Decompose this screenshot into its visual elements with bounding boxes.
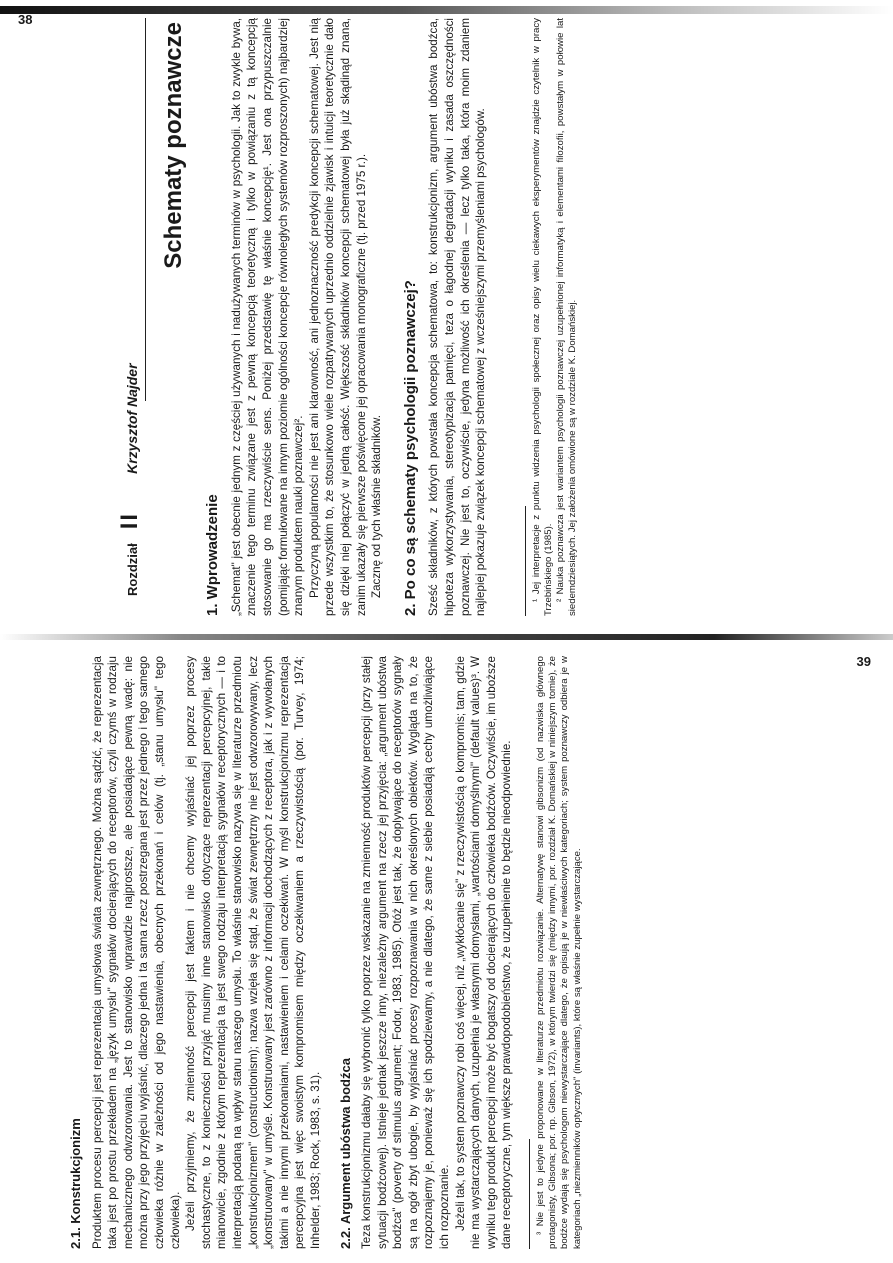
page-38-container [0, 0, 893, 630]
page-number-39: 39 [856, 654, 871, 669]
paragraph: Zacznę od tych właśnie składników. [370, 414, 384, 598]
paragraph: Sześć składników, z których powstała koncepcja schematowa, to: konstrukcjonizm, argument ubóstwa bodźca, hipoteza wykorzystywania, stereotypizacja pamięci, teza o łagodnej degradacji wyniku i zasada oszczędności poznawczej. Nie jest to, oczywiście, jedyna możliwość ich określenia — lecz tylko taka, która moim zdaniem najlepiej pokazuje związek koncepcji schematowej z wcześniejszymi przemyśleniami psychologów. [427, 18, 488, 616]
page-38 [0, 0, 893, 630]
footnote-rule [529, 1139, 530, 1249]
author-name: Krzysztof Najder [124, 363, 140, 474]
footnote: ² Nauka poznawcza jest wariantem psychologii poznawczej uzupełnionej informatyką i elementami filozofii, powstałym w połowie lat siedemdziesiątych. Jej założenia omówione są w rozdziale K. Domańskiej. [555, 18, 579, 616]
chapter-header [116, 18, 143, 596]
section-heading: 1. Wprowadzenie [204, 494, 222, 616]
footnote: ³ Nie jest to jedyne proponowane w literaturze przedmiotu rozwiązanie. Alternatywę stanowi gibsonizm (od nazwiska głównego protagonisty, Gibsona; por. np. Gibson, 1972), w którym twierdzi się (między innymi, por. rozdział K. Domańskiej w niniejszym tomie), że bodźce wydają się psychologom niewystarczające dlatego, że opisują je w niewłaściwych kategoriach; system poznawczy odbiera je w kategoriach „niezmienników optycznych" (invariants), które są właśnie zupełnie wystarczające. [535, 656, 583, 1249]
chapter-label: Rozdział [125, 543, 140, 596]
chapter-number: II [116, 511, 143, 530]
section-heading: 2.1. Konstrukcjonizm [68, 1118, 83, 1249]
paragraph: Przyczyną popularności nie jest ani klarowność, ani jednoznaczność predykcji koncepcji schematowej. Jest nią przede wszystkim to, że stosunkowo wiele rozpatrywanych uprzednio oddzielnie zjawisk i intuicji teoretycznie dało się dzięki niej połączyć w jedną całość. Większość składników koncepcji schematowej była już skądinąd znana, zanim ukazały się pierwsze poświęcone jej opracowania monograficzne (tj. przed 1975 r.). [307, 18, 368, 616]
section-heading: 2.2. Argument ubóstwa bodźca [337, 1058, 353, 1249]
footnote-rule [525, 506, 526, 616]
paragraph: Jeżeli przyjmiemy, że zmienność percepcji jest faktem i nie chcemy wyjaśniać jej poprzez procesy stochastyczne, to z konieczności przyjąć musimy inne stanowisko dotyczące reprezentacji percepcyjnej, takie mianowicie, zgodnie z którym reprezentacja ta jest swego rodzaju interpretacją sygnałów receptorycznych — i to interpretacją podaną na wpływ stanu naszego umysłu. To właśnie stanowisko nazywa się w literaturze przedmiotu „konstrukcjonizmem" (constructionism); nazwa wzięła się stąd, że świat zewnętrzny nie jest odwzorowywany, lecz „konstruowany" w umyśle. Konstruowany jest zarówno z informacji dochodzących z receptora, jak i z wywołanych takimi a nie innymi przekonaniami, nastawieniem i celami oczekiwań. W myśl konstrukcjonizmu reprezentacja percepcyjna jest więc swoistym kompromisem między oczekiwaniem a rzeczywistością (por. Turvey, 1974; Inhelder, 1983; Rock, 1983, s. 31). [184, 656, 322, 1249]
footnotes [531, 18, 580, 616]
page-39-container [0, 640, 893, 1263]
page-39 [0, 640, 893, 1263]
paragraph: Jeżeli tak, to system poznawczy robi coś więcej, niż „wykłócanie się" z rzeczywistością o kompromis; tam, gdzie nie ma wystarczających danych, uzupełnia je własnymi domysłami, „wartościami domyślnymi" (default values)³. W wyniku tego produkt percepcji może być bogatszy od docierających do człowieka bodźców. Oczywiście, im uboższe dane receptoryczne, tym większe prawdopodobieństwo, że uzupełnienie to będzie nieodpowiednie. [453, 656, 514, 1249]
paragraph: „Schemat" jest obecnie jednym z częściej używanych i nadużywanych terminów w psychologii. Jak to zwykle bywa, znaczenie tego terminu związane jest z pewną koncepcją teoretyczną i tylko w powiązaniu z tą koncepcją stosowanie go ma rzeczywiście sens. Poniżej przedstawię tę właśnie koncepcję¹. Jest ona przypuszczalnie (pomijając formułowane na innym poziomie ogólności koncepcje równoległych systemów rozproszonych) najbardziej znanym produktem nauki poznawczej². [229, 18, 306, 616]
chapter-title: Schematy poznawcze [159, 22, 187, 269]
page-number-38: 38 [18, 12, 33, 27]
footnote: ¹ Jej interpretacje z punktu widzenia psychologii społecznej oraz opisy wielu ciekawych eksperymentów znajdzie czytelnik w pracy Trzebińskiego (1985). [530, 18, 554, 616]
paragraph: Teza konstrukcjonizmu dałaby się wybronić tylko poprzez wskazanie na zmienność produktów percepcji (przy stałej sytuacji bodźcowej). Istnieje jednak jeszcze inny, niezależny argument na rzecz jej przyjęcia: „argument ubóstwa bodźca" (poverty of stimulus argument; Fodor, 1983, 1985). Otóż jest tak, że doplywające do receptorów sygnały są na ogół zbyt ubogie, by wyjaśniać procesy rozpoznawania w nich określonych obiektów. Wygląda na to, że rozpoznajemy je, ponieważ się ich spodziewamy, a nie dlatego, że same z siebie posiadają cechy umożliwiające ich rozpoznanie. [360, 656, 452, 1249]
section-heading: 2. Po co są schematy psychologii poznawczej? [401, 280, 419, 616]
footnotes [535, 656, 584, 1249]
paragraph: Produktem procesu percepcji jest reprezentacja umysłowa świata zewnętrznego. Można sądzić, że reprezentacja taka jest po prostu przekładem na „język umysłu" sygnałów docierających do receptorów, czyli czymś w rodzaju mechanicznego odwzorowania. Jest to stanowisko wprawdzie najprostsze, ale posiadające pewną wadę: nie można przy jego przyjęciu wyjaśnić, dlaczego jedna i ta sama rzecz postrzegana jest przez jednego i tego samego człowieka różnie w zależności od jego nastawienia, obecnych przekonań i celów (tj. „stanu umysłu" tego człowieka). [90, 656, 182, 1249]
author-rule [145, 18, 146, 401]
